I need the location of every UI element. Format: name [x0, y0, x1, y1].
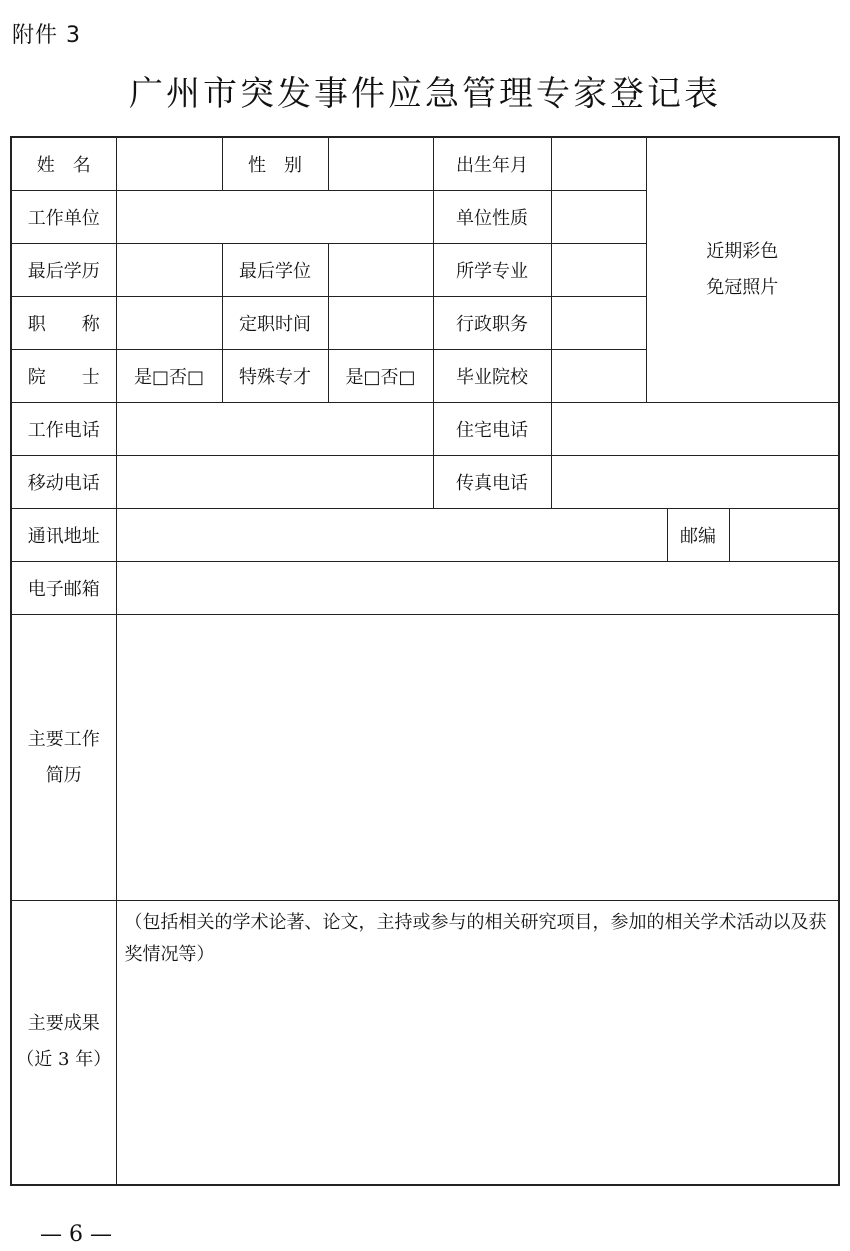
postcode-input-cell[interactable]	[729, 509, 839, 562]
gender-label: 性 别	[222, 137, 328, 191]
degree-label: 最后学位	[222, 244, 328, 297]
photo-caption-line2: 免冠照片	[706, 277, 779, 298]
special-talent-label: 特殊专才	[222, 350, 328, 403]
admin-post-input-cell[interactable]	[551, 297, 646, 350]
row-address	[11, 509, 839, 562]
education-label: 最后学历	[11, 244, 116, 297]
mobile-input-cell[interactable]	[116, 456, 433, 509]
birth-input-cell[interactable]	[551, 137, 646, 191]
row-achievements	[11, 901, 839, 1185]
resume-label-line1: 主要工作	[27, 728, 100, 750]
name-label: 姓 名	[11, 137, 116, 191]
achievements-label	[11, 901, 116, 1185]
row-name	[11, 137, 839, 191]
birth-label: 出生年月	[433, 137, 551, 191]
address-input-cell[interactable]	[116, 509, 667, 562]
degree-input-cell[interactable]	[328, 244, 433, 297]
resume-label	[11, 615, 116, 901]
work-phone-input-cell[interactable]	[116, 403, 433, 456]
photo-caption-line1: 近期彩色	[706, 241, 779, 262]
work-unit-input-cell[interactable]	[116, 191, 433, 244]
row-email	[11, 562, 839, 615]
unit-nature-label: 单位性质	[433, 191, 551, 244]
major-label: 所学专业	[433, 244, 551, 297]
unit-nature-input-cell[interactable]	[551, 191, 646, 244]
achievements-label-line2: （近 3 年）	[16, 1049, 112, 1071]
work-unit-label: 工作单位	[11, 191, 116, 244]
attachment-label: 附件 3	[12, 23, 81, 48]
email-label: 电子邮箱	[11, 562, 116, 615]
work-phone-label: 工作电话	[11, 403, 116, 456]
address-label: 通讯地址	[11, 509, 116, 562]
photo-box[interactable]	[646, 137, 839, 403]
academician-label: 院 士	[11, 350, 116, 403]
postcode-label: 邮编	[667, 509, 729, 562]
registration-form-table	[10, 136, 840, 1186]
title-date-input-cell[interactable]	[328, 297, 433, 350]
row-mobile	[11, 456, 839, 509]
achievements-input-area[interactable]	[116, 901, 839, 1185]
name-input-cell[interactable]	[116, 137, 222, 191]
title-input-cell[interactable]	[116, 297, 222, 350]
fax-input-cell[interactable]	[551, 456, 839, 509]
title-date-label: 定职时间	[222, 297, 328, 350]
email-input-cell[interactable]	[116, 562, 839, 615]
admin-post-label: 行政职务	[433, 297, 551, 350]
special-talent-checkbox-group[interactable]: 是□否□	[328, 350, 433, 403]
resume-input-area[interactable]	[116, 615, 839, 901]
page-number: — 6 —	[40, 1222, 112, 1247]
row-work-phone	[11, 403, 839, 456]
resume-label-line2: 简历	[45, 764, 82, 786]
fax-label: 传真电话	[433, 456, 551, 509]
title-label: 职 称	[11, 297, 116, 350]
gender-input-cell[interactable]	[328, 137, 433, 191]
home-phone-input-cell[interactable]	[551, 403, 839, 456]
row-resume	[11, 615, 839, 901]
education-input-cell[interactable]	[116, 244, 222, 297]
graduate-school-input-cell[interactable]	[551, 350, 646, 403]
mobile-label: 移动电话	[11, 456, 116, 509]
graduate-school-label: 毕业院校	[433, 350, 551, 403]
form-title: 广州市突发事件应急管理专家登记表	[129, 74, 721, 114]
major-input-cell[interactable]	[551, 244, 646, 297]
achievements-hint: （包括相关的学术论著、论文，主持或参与的相关研究项目，参加的相关学术活动以及获奖情况等）	[124, 912, 827, 965]
achievements-label-line1: 主要成果	[27, 1013, 100, 1035]
home-phone-label: 住宅电话	[433, 403, 551, 456]
academician-checkbox-group[interactable]: 是□否□	[116, 350, 222, 403]
